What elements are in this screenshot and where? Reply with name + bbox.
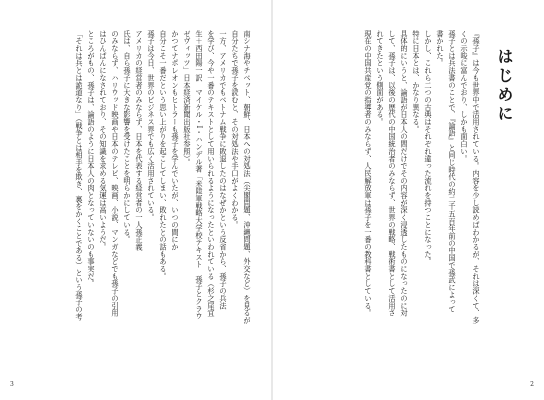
text-column: 書かれた。 [436,30,445,67]
text-column: 「それは兵とは詭道なり」（戦争とは相手を欺き、裏をかくことである）という孫子の考 [75,30,84,321]
text-column: 『孫子』は今も世界中で活用されている。内容を少し読めばわかるが、それは深くて、多 [472,30,481,324]
text-column: 孫子とは兵法書のことで、『論語』と同じ時代の約二千五百年前の中国で孫武によって [448,30,457,314]
left-page-body [23,30,253,360]
text-column: 現在の中国共産党の指導者のみならず、人民解放軍は孫子を一番の教科書としている。 [364,30,373,317]
left-page [0,0,271,400]
text-column: 特に日本とは、かなり異なる。 [412,30,421,133]
page-number-right: 2 [530,381,534,388]
page-title: はじめに [495,48,514,124]
page-number-left: 3 [10,381,14,388]
text-column: を学び、今や一番のテキストとして用いられるようになったといわれている（杉之尾宜 [207,30,216,317]
text-column: ゼヴィッツ」日本経済新聞出版社参照）。 [183,30,192,167]
text-column: 南シナ海やチベット、朝鮮、日本への対処法（尖閣問題、沖縄問題、外交など）を見るが [243,30,252,324]
text-column: 自分こそ一番だという思い上がりを起こしてしまい、敗れたとの話もある。 [159,30,168,280]
text-column: はひんぱんになされており、その知識を求める気運は高いようだ。 [99,30,108,251]
text-column: ところがもの、孫子は、論語のように日本人の肉となっていないのも事実だ。 [87,30,96,288]
text-column: のみならず、ハリウッド映画や日本のテレビ、映画、小説、マンガなどでも孫子の引用 [111,30,120,317]
text-column: しかし、これら二つの古典はそれぞれ違った流れを持つことになった。 [424,30,433,266]
text-column: かつてナポレオンもヒトラーも孫子を学んでいたが、いつの間にか [171,30,180,251]
text-column: 一方、アメリカでもベトナム戦争に敗退したのはなぜかという反省から、孫子の兵法 [219,30,228,310]
text-column: くの示唆に富んでおり、しかも面白い。 [460,30,469,163]
text-column: れてきたという側面がある。 [376,30,385,126]
text-column: 孫子は今日、世界のビジネス界でも広く活用されている。 [147,30,156,222]
text-column: 氏は、自ら孫子に大きな影響を受けたことを明らかにしている。 [123,30,132,244]
text-column: アメリカの経営者のみならず、日本を代表する経営者の一人孫正義 [135,30,144,251]
text-column: 生＋西田陽一訳 マイケル・I・ハンデル著「米陸軍戦略大学校テキスト 孫子とクラウ [195,30,204,320]
text-column: 自分たちで孫子を読むと、その対処法や手口がよくわかる。 [231,30,240,229]
right-page-body [312,30,482,360]
text-column: して、孫子は、以後の歴代の中国統治者のみならず、世界の戦略、戦術書として活用さ [388,30,397,317]
right-page [273,0,544,400]
text-column: 具体的にいうと、論語が日本人の間だけでその内容が深く浸透したものになったのに対 [400,30,409,317]
